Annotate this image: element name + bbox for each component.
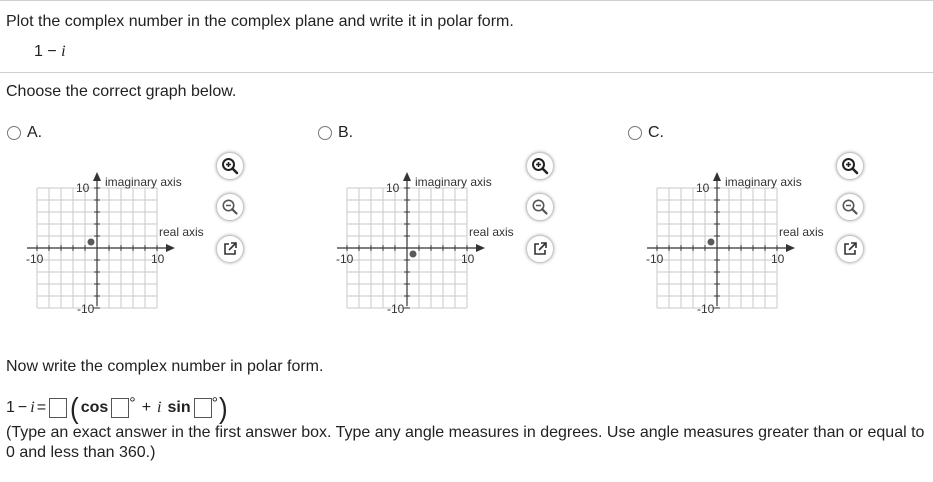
tick-label-imag-pos: 10 [386, 181, 400, 195]
radio-button[interactable] [628, 126, 642, 140]
popout-icon[interactable] [836, 235, 864, 263]
option-b-radio[interactable] [318, 124, 353, 142]
graph-c [646, 160, 860, 316]
tick-label-imag-pos: 10 [696, 181, 710, 195]
degree-sign: ° [129, 395, 136, 412]
option-a-letter: A. [27, 124, 43, 141]
zoom-in-icon[interactable] [216, 152, 244, 180]
polar-answer-line [6, 391, 228, 425]
real-axis-arrow [476, 244, 485, 252]
tick-label-imag-neg: -10 [697, 302, 715, 316]
lhs-imag: i [30, 399, 35, 416]
real-axis-label: real axis [159, 225, 204, 239]
real-axis-arrow [786, 244, 795, 252]
imaginary-axis-arrow [93, 172, 101, 181]
imaginary-axis-arrow [713, 172, 721, 181]
coordinate-plane [336, 160, 550, 316]
tick-label-real-pos: 10 [771, 252, 785, 266]
imaginary-axis-label: imaginary axis [725, 175, 802, 189]
real-axis-label: real axis [779, 225, 824, 239]
modulus-input[interactable] [49, 398, 67, 418]
plotted-point [708, 239, 715, 246]
radio-button[interactable] [7, 126, 21, 140]
coordinate-plane [26, 160, 240, 316]
plotted-point [410, 251, 417, 258]
real-axis-arrow [166, 244, 175, 252]
tick-label-real-neg: -10 [646, 252, 664, 266]
tick-label-real-neg: -10 [336, 252, 354, 266]
right-paren: ) [219, 391, 228, 425]
coordinate-plane [646, 160, 860, 316]
imaginary-axis-arrow [403, 172, 411, 181]
plotted-point [88, 239, 95, 246]
expr-real: 1 [34, 43, 43, 60]
radio-button[interactable] [318, 126, 332, 140]
option-b-letter: B. [338, 124, 354, 141]
tick-label-real-pos: 10 [151, 252, 165, 266]
top-border [0, 0, 933, 1]
zoom-out-icon[interactable] [836, 193, 864, 221]
zoom-in-icon[interactable] [526, 152, 554, 180]
zoom-out-icon[interactable] [216, 193, 244, 221]
choose-label: Choose the correct graph below. [6, 83, 237, 100]
polar-heading: Now write the complex number in polar form. [6, 358, 324, 375]
graph-a [26, 160, 240, 316]
question-expression [34, 43, 66, 61]
popout-icon[interactable] [526, 235, 554, 263]
tick-label-real-neg: -10 [26, 252, 44, 266]
real-axis-label: real axis [469, 225, 514, 239]
zoom-out-icon[interactable] [526, 193, 554, 221]
expr-imag: i [61, 43, 66, 60]
option-a-radio[interactable] [7, 124, 42, 142]
tick-label-real-pos: 10 [461, 252, 475, 266]
section-divider [0, 72, 933, 73]
instructions: (Type an exact answer in the first answer box. Type any angle measures in degrees. Use angle measures greater than or equal to 0 and less than 360.) [6, 424, 925, 461]
question-prompt: Plot the complex number in the complex plane and write it in polar form. [6, 13, 514, 30]
angle-cos-input[interactable] [111, 398, 129, 418]
angle-sin-input[interactable] [194, 398, 212, 418]
sin-label: sin [167, 399, 191, 416]
cos-label: cos [80, 399, 109, 416]
imaginary-axis-label: imaginary axis [105, 175, 182, 189]
tick-label-imag-neg: -10 [387, 302, 405, 316]
option-c-letter: C. [648, 124, 664, 141]
left-paren: ( [70, 391, 79, 425]
expr-op: − [47, 43, 57, 60]
graph-b [336, 160, 550, 316]
lhs-op: − [17, 399, 28, 416]
equals-sign: = [36, 399, 47, 416]
i-label: i [157, 399, 162, 416]
tick-label-imag-pos: 10 [76, 181, 90, 195]
plus-sign: + [141, 399, 152, 416]
lhs-real: 1 [6, 399, 15, 416]
popout-icon[interactable] [216, 235, 244, 263]
imaginary-axis-label: imaginary axis [415, 175, 492, 189]
degree-sign: ° [211, 395, 219, 412]
zoom-in-icon[interactable] [836, 152, 864, 180]
option-c-radio[interactable] [628, 124, 664, 142]
tick-label-imag-neg: -10 [77, 302, 95, 316]
